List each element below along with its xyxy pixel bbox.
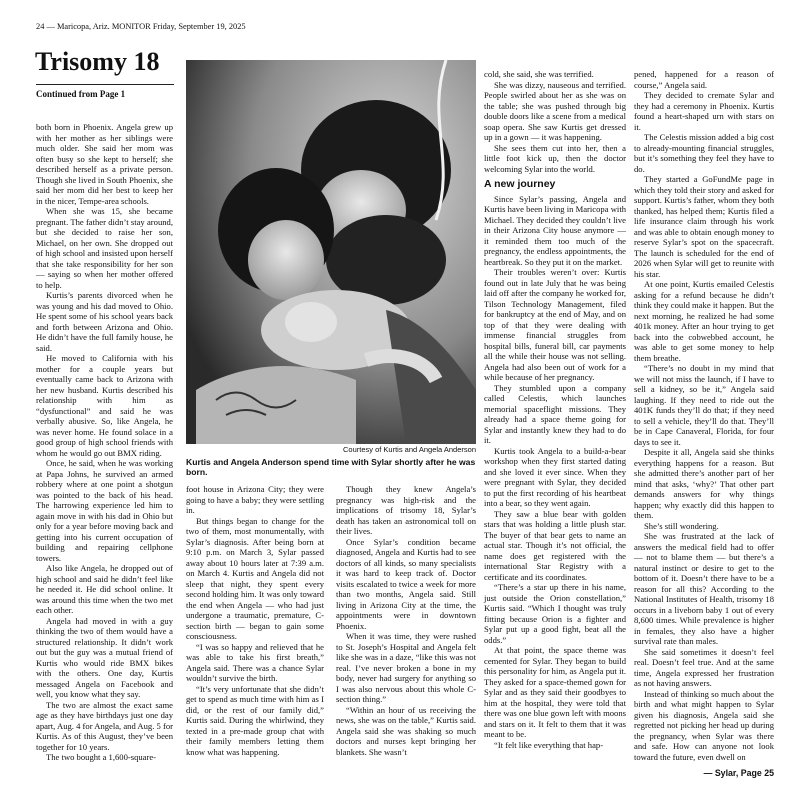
column-1: [36, 122, 173, 763]
family-photo: [186, 60, 476, 444]
paragraph: She sees them cut into her, then a little foot kick up, then the doctor welcoming Sylar into the world.: [484, 142, 626, 174]
paragraph: Kurtis took Angela to a build-a-bear workshop when they first started dating and she loved it ever since. When they were pregnant with Sylar, they decided to put the first recording of his heartbeat into a bear, so they went again.: [484, 445, 626, 508]
paragraph: cold, she said, she was terrified.: [484, 69, 594, 79]
paragraph: Also like Angela, he dropped out of high school and said he didn’t feel like he needed it. He did school online. It was around this time when the two met each other.: [36, 563, 173, 615]
headline-rule: [36, 84, 174, 85]
paragraph: When she was 15, she became pregnant. The father didn’t stay around, but she decided to raise her son, Michael, on her own. She dropped out of high school and insisted upon herself that she take responsibility for her son — saying so when her mother offered to help.: [36, 206, 174, 290]
paragraph: When it was time, they were rushed to St. Joseph’s Hospital and Angela felt like she was in a daze, “like this was not real. I’ve never broken a bone in my body, never had surgery for anything so I was also nervous about this whole C-section thing.”: [336, 631, 476, 704]
headline: Trisomy 18: [35, 47, 160, 76]
paragraph: “It’s very unfortunate that she didn’t get to spend as much time with him as I did, or the rest of our family did,” Kurtis said. During the whirlwind, they texted in a pre-made group chat with their family members letting them know what was happening.: [186, 683, 324, 757]
jump-line[interactable]: — Sylar, Page 25: [703, 768, 774, 778]
paragraph: She was dizzy, nauseous and terrified. People swirled about her as she was on the table; she was pushed through big double doors like a scene from a medical soap opera. She saw Kurtis get dressed up in a gown — it was happening.: [484, 79, 626, 142]
paragraph: both born in Phoenix. Angela grew up with her mother as her siblings were much older. She said her mom was often busy so she kept to herself; she described herself as a private person. Though she lived in South Phoenix, she said her mom did her best to keep her in the nicer, Tempe-area schools.: [36, 122, 173, 206]
paragraph: pened, happened for a reason of course,” Angela said.: [634, 69, 774, 90]
paragraph: She was frustrated at the lack of answers the medical field had to offer — not to blame them — but there’s a natural instinct or desire to get to the bottom of it. Doesn’t there have to be a reason for all this? According to the National Institutes of Health, trisomy 18 occurs in a liveborn baby 1 out of every 8,600 times. While prevalence is higher in females, they also have a higher survival rate than males.: [634, 531, 774, 646]
paragraph: She said sometimes it doesn’t feel real. Doesn’t feel true. And at the same time, Angela expressed her frustration as not having answers.: [634, 646, 774, 688]
paragraph: They stumbled upon a company called Celestis, which launches memorial spaceflight missions. They already had a space theme going for Sylar and instantly knew they had to do it.: [484, 382, 626, 445]
paragraph: “Within an hour of us receiving the news, she was on the table,” Kurtis said. Angela said she was shaking so much doctors and nurses kept bringing her blankets. She wasn’t: [336, 704, 476, 757]
paragraph: “There’s a star up there in his name, just outside the Orion constellation,” Kurtis said. “Which I thought was truly fitting because Orion is a fighter and Sylar put up a good fight, beat all the odds.”: [484, 582, 626, 645]
paragraph: “It felt like everything that hap-: [494, 739, 604, 750]
paragraph: “There’s no doubt in my mind that we will not miss the launch, if I have to sell a kidney, so be it,” Angela said laughing. If they need to ride out the 401K funds they’ll do that; if they need to sell a vehicle, they’ll do that. They’ll be in Cape Canaveral, Florida, for four days to see it.: [634, 363, 774, 447]
column-4: [484, 69, 626, 750]
family-photo-illustration: [186, 60, 476, 444]
paragraph: At one point, Kurtis emailed Celestis asking for a refund because he didn’t think they could make it happen. But the next morning, he realized he had some 401k money. After an hour trying to get back into the cobwebbed account, he was able to get some money to help them breathe.: [634, 279, 774, 363]
paragraph: The two are almost the exact same age as they have birthdays just one day apart, Aug. 4 for Angela, and Aug. 5 for Kurtis. As of this August, they’ve been together for 10 years.: [36, 699, 173, 752]
continued-line: Continued from Page 1: [36, 89, 126, 99]
paragraph: She’s still wondering.: [644, 520, 719, 531]
paragraph: At that point, the space theme was cemented for Sylar. They began to build this personality for him, as Angela put it. They asked for a space-themed gown for Sylar and as they said their goodbyes to him at the hospital, they were told that there was one blue gown left with moons and stars on it. It felt to them that it was meant to be.: [484, 645, 626, 739]
paragraph: He moved to California with his mother for a couple years but eventually came back to Arizona with her new husband. Kurtis described his relationship with him as “dysfunctional” and said he was verbally abusive. So, like Angela, he was never home. He found solace in a good group of high school friends with whom he would go out BMX riding.: [36, 353, 173, 458]
column-5: [634, 69, 774, 762]
section-subhead: A new journey: [484, 178, 556, 190]
paragraph: Once Sylar’s condition became diagnosed, Angela and Kurtis had to see doctors of all kinds, so many specialists it was hard to keep track of. Doctor visits escalated to twice a week for more than two months, Angela said. Still living in Arizona City at the time, the appointments were in downtown Phoenix.: [336, 536, 476, 631]
photo-caption: Kurtis and Angela Anderson spend time with Sylar shortly after he was born.: [186, 457, 476, 477]
paragraph: Kurtis’s parents divorced when he was young and his dad moved to Ohio. He spent some of his school years back and forth between Arizona and Ohio. He didn’t have the full family house, he said.: [36, 290, 173, 353]
paragraph: Though they knew Angela’s pregnancy was high-risk and the implications of trisomy 18, Sylar’s death has taken an astronomical toll on their lives.: [336, 484, 476, 536]
paragraph: Their troubles weren’t over: Kurtis found out in late July that he was being laid off after the company he worked for, Tilson Technology Management, filed for bankruptcy at the end of May, and on top of that they were dealing with immense financial struggles from hospital bills, funeral bill, car payments all the while their house was not selling. Angela had also been out of work for a while because of her pregnancy.: [484, 267, 626, 382]
page-folio: 24 — Maricopa, Ariz. MONITOR Friday, September 19, 2025: [36, 22, 246, 31]
paragraph: Angela had moved in with a guy thinking the two of them would have a structured relationship. It didn’t work out but the guy was a mutual friend of Kurtis who would ride BMX bikes with the others. One day, Kurtis messaged Angela on Facebook and well, you know what they say.: [36, 615, 173, 699]
paragraph: foot house in Arizona City; they were going to have a baby; they were settling in.: [186, 484, 324, 515]
paragraph: The Celestis mission added a big cost to already-mounting financial struggles, but it’s something they feel they have to do.: [634, 132, 774, 174]
column-3: [336, 484, 476, 757]
paragraph: They decided to cremate Sylar and they had a ceremony in Phoenix. Kurtis found a heart-shaped urn with stars on it.: [634, 90, 774, 132]
photo-credit: Courtesy of Kurtis and Angela Anderson: [342, 445, 476, 454]
paragraph: They started a GoFundMe page in which they told their story and asked for support. Kurtis’s father, whom they both thanked, has helped them; Kurtis filed a life insurance claim through his work and was able to obtain enough money to reserve Sylar’s spot on the spacecraft. The launch is scheduled for the end of 2026 when Sylar will get to reunite with his star.: [634, 174, 774, 279]
paragraph: Since Sylar’s passing, Angela and Kurtis have been living in Maricopa with Michael. They decided they couldn’t live in their Arizona City house anymore — it reminded them too much of the pregnancy, the endless appointments, the heartbreak. So they put it on the market.: [484, 193, 626, 267]
paragraph: They saw a blue bear with golden stars that was holding a little plush star. The buyer of that bear gets to name an actual star. Though it’s not official, the name does get registered with the international Star Registry with a certificate and its coordinates.: [484, 508, 626, 582]
column-2: [186, 484, 324, 757]
paragraph: “I was so happy and relieved that he was able to take his first breath,” Angela said. There was a chance Sylar wouldn’t survive the birth.: [186, 641, 324, 683]
paragraph: The two bought a 1,600-square-: [46, 752, 157, 762]
paragraph: But things began to change for the two of them, most monumentally, with Sylar’s diagnosis. After being born at 9:10 p.m. on March 3, Sylar passed away about 10 hours later at 7:39 a.m. on March 4. Kurtis and Angela did not sleep that night, they spent every second holding him. It was only toward the end when Angela — who had just undergone a traumatic, premature, C-section birth — began to gain some consciousness.: [186, 515, 324, 641]
paragraph: Despite it all, Angela said she thinks everything happens for a reason. But she admitted there’s another part of her mind that asks, ‘why?’ That other part demands answers for why things happen; why exactly did this happen to them.: [634, 447, 774, 520]
paragraph: Instead of thinking so much about the birth and what might happen to Sylar given his diagnosis, Angela said she regretted not picking her head up during the pregnancy, when Sylar was there and safe. How can anyone not look toward the future, even dwell on: [634, 688, 774, 762]
paragraph: Once, he said, when he was working at Papa Johns, he survived an armed robbery where at one point a shotgun was pointed to the back of his head. The harrowing experience led him to again move in with his dad in Ohio but only for a year before moving back and getting into his current occupation of building and repairing cellphone towers.: [36, 458, 173, 563]
